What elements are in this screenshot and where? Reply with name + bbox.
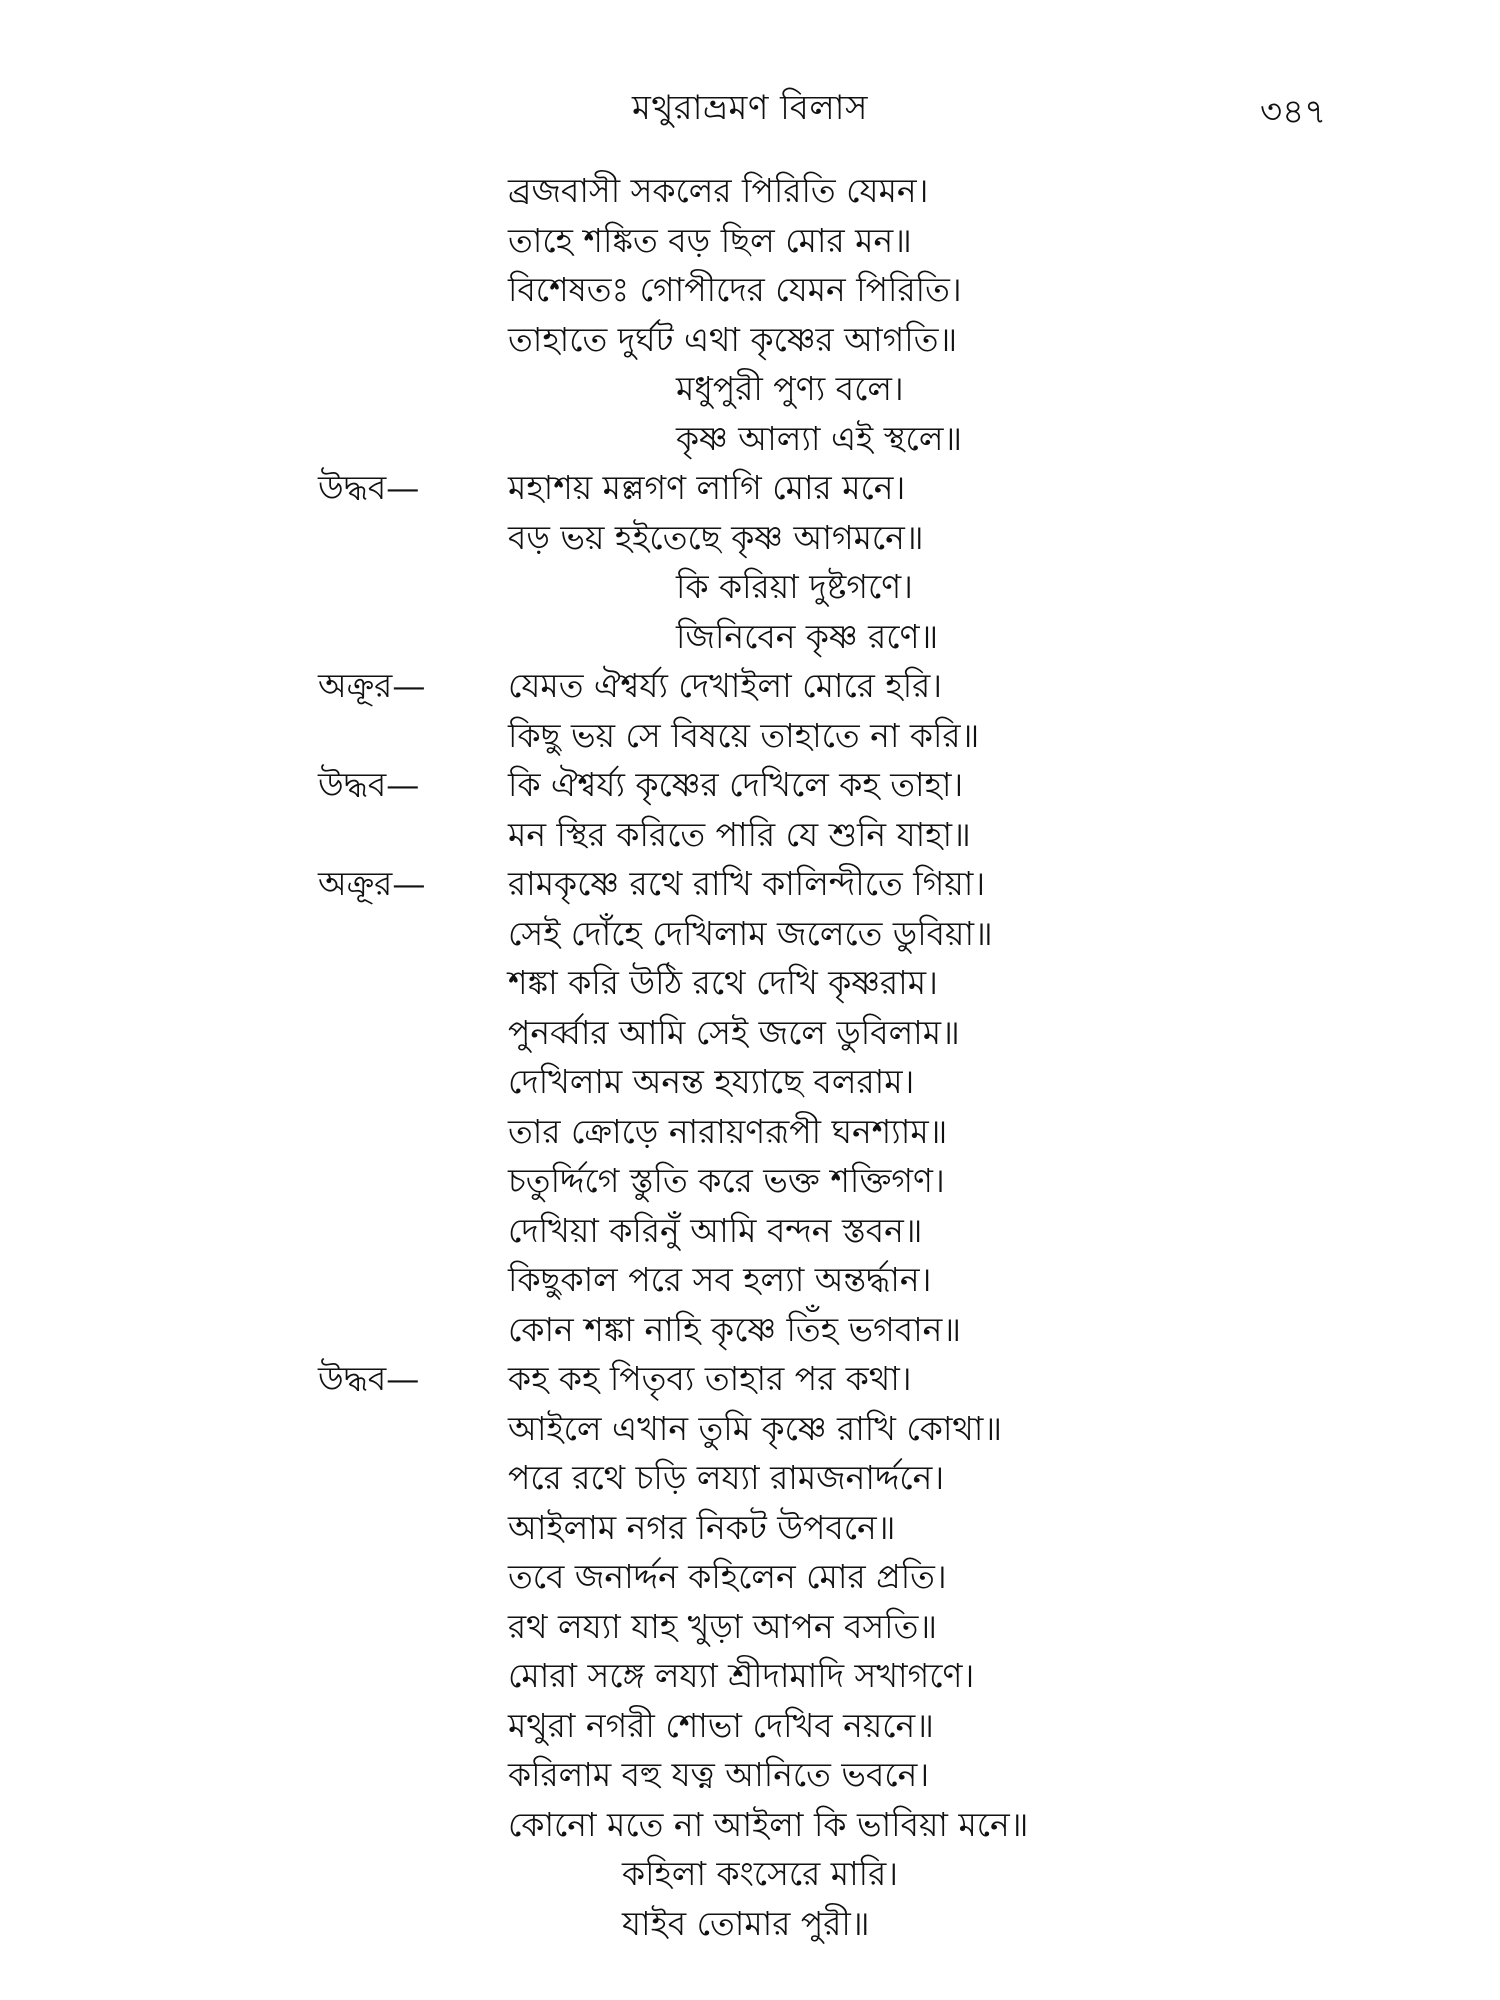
verse-line — [0, 1404, 1500, 1454]
verse-text: কিছু ভয় সে বিষয়ে তাহাতে না করি॥ — [508, 715, 980, 755]
verse-text: মথুরা নগরী শোভা দেখিব নয়নে॥ — [508, 1705, 934, 1745]
verse-line — [0, 463, 1500, 513]
verse-line — [0, 216, 1500, 266]
verse-line — [0, 1750, 1500, 1800]
verse-line — [0, 315, 1500, 365]
verse-line — [0, 661, 1500, 711]
verse-line — [0, 1899, 1500, 1949]
verse-line — [0, 1552, 1500, 1602]
verse-text: যাইব তোমার পুরী॥ — [622, 1903, 870, 1943]
verse-text: পরে রথে চড়ি লয্যা রামজনার্দ্দনে। — [508, 1458, 945, 1497]
verse-text: বড় ভয় হইতেছে কৃষ্ণ আগমনে॥ — [508, 517, 924, 557]
verse-line — [0, 760, 1500, 810]
verse-text: তাহে শঙ্কিত বড় ছিল মোর মন॥ — [508, 220, 912, 260]
verse-text: সেই দোঁহে দেখিলাম জলেতে ডুবিয়া॥ — [508, 913, 993, 953]
verse-text: মন স্থির করিতে পারি যে শুনি যাহা॥ — [508, 814, 971, 854]
verse-text: কোন শঙ্কা নাহি কৃষ্ণে তিঁহ ভগবান॥ — [508, 1309, 962, 1349]
verse-text: চতুর্দ্দিগে স্তুতি করে ভক্ত শক্তিগণ। — [508, 1161, 945, 1200]
verse-text: মোরা সঙ্গে লয্যা শ্রীদামাদি সখাগণে। — [508, 1656, 975, 1695]
speaker-label: উদ্ধব— — [318, 765, 420, 804]
verse-line — [0, 513, 1500, 563]
verse-text: কহ কহ পিতৃব্য তাহার পর কথা। — [508, 1359, 912, 1398]
verse-text: পুনর্ব্বার আমি সেই জলে ডুবিলাম॥ — [508, 1012, 960, 1052]
verse-line — [0, 810, 1500, 860]
verse-line — [0, 711, 1500, 761]
verse-line — [0, 958, 1500, 1008]
verse-text: বিশেষতঃ গোপীদের যেমন পিরিতি। — [508, 270, 962, 309]
verse-line — [0, 1057, 1500, 1107]
verse-line — [0, 612, 1500, 662]
speaker-label: অক্রূর— — [318, 666, 426, 705]
verse-text: রথ লয্যা যাহ খুড়া আপন বসতি॥ — [508, 1606, 938, 1646]
verse-line — [0, 1354, 1500, 1404]
verse-text: মহাশয় মল্লগণ লাগি মোর মনে। — [508, 468, 906, 507]
verse-text: কহিলা কংসেরে মারি। — [622, 1854, 899, 1893]
verse-line — [0, 1255, 1500, 1305]
verse-line — [0, 1503, 1500, 1553]
verse-line — [0, 414, 1500, 464]
verse-text: কি ঐশ্বর্য্য কৃষ্ণের দেখিলে কহ তাহা। — [508, 765, 964, 804]
verse-line — [0, 859, 1500, 909]
speaker-label: উদ্ধব— — [318, 468, 420, 507]
verse-text: যেমত ঐশ্বর্য্য দেখাইলা মোরে হরি। — [508, 666, 943, 705]
verse-text: কৃষ্ণ আল্যা এই স্থলে॥ — [676, 418, 963, 458]
verse-text: দেখিয়া করিনুঁ আমি বন্দন স্তবন॥ — [508, 1210, 923, 1250]
verse-text: তবে জনার্দ্দন কহিলেন মোর প্রতি। — [508, 1557, 947, 1596]
verse-text: কি করিয়া দুষ্টগণে। — [676, 567, 913, 606]
verse-line — [0, 1107, 1500, 1157]
verse-line — [0, 1008, 1500, 1058]
verse-line — [0, 1800, 1500, 1850]
speaker-label: উদ্ধব— — [318, 1359, 420, 1398]
verse-line — [0, 1305, 1500, 1355]
verse-text: আইলে এখান তুমি কৃষ্ণে রাখি কোথা॥ — [508, 1408, 1003, 1448]
verse-text: করিলাম বহু যত্ন আনিতে ভবনে। — [508, 1755, 930, 1794]
verse-text: দেখিলাম অনন্ত হয্যাছে বলরাম। — [508, 1062, 915, 1101]
verse-line — [0, 364, 1500, 414]
verse-line — [0, 1156, 1500, 1206]
verse-text: তাহাতে দুর্ঘট এথা কৃষ্ণের আগতি॥ — [508, 319, 958, 359]
verse-line — [0, 166, 1500, 216]
verse-text: মধুপুরী পুণ্য বলে। — [676, 369, 904, 408]
running-title: মথুরাভ্রমণ বিলাস — [632, 88, 868, 128]
verse-text: কোনো মতে না আইলা কি ভাবিয়া মনে॥ — [508, 1804, 1029, 1844]
verse-text: ব্রজবাসী সকলের পিরিতি যেমন। — [508, 171, 929, 210]
speaker-label: অক্রূর— — [318, 864, 426, 903]
verse-line — [0, 1206, 1500, 1256]
verse-text: রামকৃষ্ণে রথে রাখি কালিন্দীতে গিয়া। — [508, 864, 986, 903]
verse-line — [0, 1453, 1500, 1503]
verse-line — [0, 265, 1500, 315]
verse-line — [0, 1849, 1500, 1899]
verse-text: আইলাম নগর নিকট উপবনে॥ — [508, 1507, 896, 1547]
verse-line — [0, 909, 1500, 959]
verse-line — [0, 562, 1500, 612]
verse-line — [0, 1701, 1500, 1751]
verse-text: জিনিবেন কৃষ্ণ রণে॥ — [676, 616, 939, 656]
verse-text: কিছুকাল পরে সব হল্যা অন্তর্দ্ধান। — [508, 1260, 932, 1299]
page-number: ৩৪৭ — [1260, 92, 1327, 132]
verse-text: শঙ্কা করি উঠি রথে দেখি কৃষ্ণরাম। — [508, 963, 938, 1002]
verse-line — [0, 1651, 1500, 1701]
verse-text: তার ক্রোড়ে নারায়ণরূপী ঘনশ্যাম॥ — [508, 1111, 948, 1151]
verse-block — [0, 166, 1500, 1948]
verse-line — [0, 1602, 1500, 1652]
